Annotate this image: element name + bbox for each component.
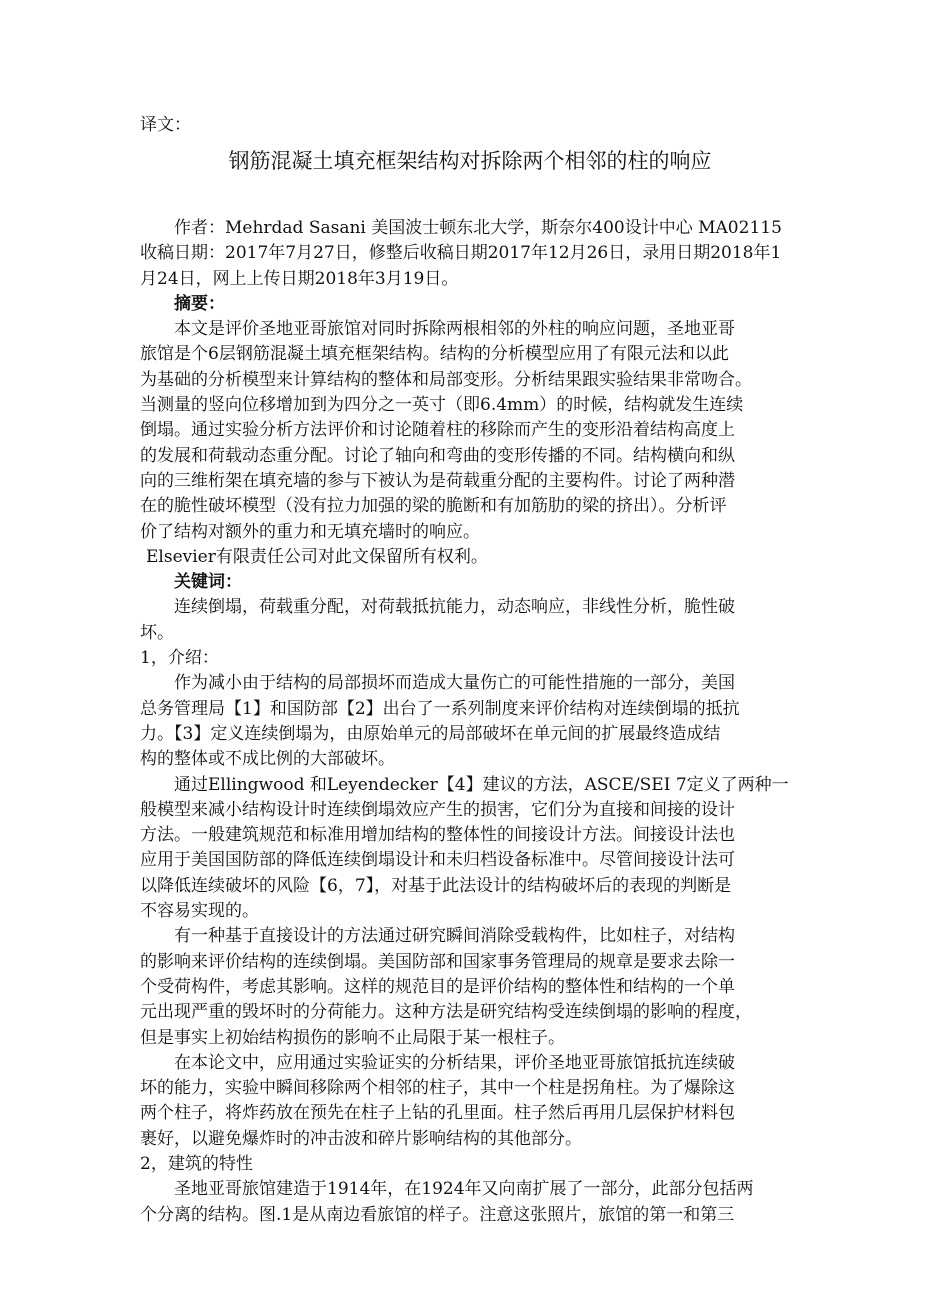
author-line: 作者：Mehrdad Sasani 美国波士顿东北大学，斯奈尔400设计中心 MA02115 <box>174 218 782 238</box>
author-line: 收稿日期：2017年7月27日，修整后收稿日期2017年12月26日，录用日期2018年1 <box>140 243 782 264</box>
paragraph-line: 以降低连续破坏的风险【6，7】，对基于此法设计的结构破坏后的表现的判断是 <box>140 875 732 896</box>
paragraph-line: 个受荷构件，考虑其影响。这样的规范目的是评价结构的整体性和结构的一个单 <box>140 976 735 997</box>
paragraph-line: 方法。一般建筑规范和标准用增加结构的整体性的间接设计方法。间接设计法也 <box>140 825 735 846</box>
paragraph-line: 作为减小由于结构的局部损坏而造成大量伤亡的可能性措施的一部分，美国 <box>174 673 735 694</box>
abstract-body <box>140 317 800 545</box>
building-paragraph-1 <box>140 1177 800 1228</box>
abstract-line: 倒塌。通过实验分析方法评价和讨论随着柱的移除而产生的变形沿着结构高度上 <box>140 420 735 441</box>
paragraph-line: 裹好，以避免爆炸时的冲击波和碎片影响结构的其他部分。 <box>140 1128 582 1149</box>
translation-label: 译文： <box>140 115 191 135</box>
paragraph-line: 般模型来减小结构设计时连续倒塌效应产生的损害，它们分为直接和间接的设计 <box>140 799 735 820</box>
keywords-heading: 关键词： <box>174 572 242 593</box>
abstract-heading: 摘要： <box>174 293 225 314</box>
intro-paragraph-1 <box>140 671 800 772</box>
paragraph-line: 的影响来评价结构的连续倒塌。美国防部和国家事务管理局的规章是要求去除一 <box>140 951 735 972</box>
copyright-notice: Elsevier有限责任公司对此文保留所有权利。 <box>146 546 488 567</box>
intro-paragraph-3 <box>140 924 800 1050</box>
paragraph-line: 圣地亚哥旅馆建造于1914年，在1924年又向南扩展了一部分，此部分包括两 <box>174 1179 754 1200</box>
paragraph-line: 元出现严重的毁坏时的分荷能力。这种方法是研究结构受连续倒塌的影响的程度， <box>140 1002 752 1023</box>
document-title: 钢筋混凝土填充框架结构对拆除两个相邻的柱的响应 <box>228 149 712 173</box>
paragraph-line: 不容易实现的。 <box>140 901 259 922</box>
author-line: 月24日，网上上传日期2018年3月19日。 <box>140 268 459 289</box>
abstract-line: 旅馆是个6层钢筋混凝土填充框架结构。结构的分析模型应用了有限元法和以此 <box>140 344 729 365</box>
intro-paragraph-4 <box>140 1051 800 1152</box>
abstract-line: 向的三维桁架在填充墙的参与下被认为是荷载重分配的主要构件。讨论了两种潜 <box>140 470 735 491</box>
abstract-line: 价了结构对额外的重力和无填充墙时的响应。 <box>140 521 480 542</box>
paragraph-line: 坏的能力，实验中瞬间移除两个相邻的柱子，其中一个柱是拐角柱。为了爆除这 <box>140 1078 735 1099</box>
abstract-line: 本文是评价圣地亚哥旅馆对同时拆除两根相邻的外柱的响应问题，圣地亚哥 <box>174 319 735 340</box>
section-heading-introduction: 1，介绍： <box>140 648 219 669</box>
paragraph-line: 有一种基于直接设计的方法通过研究瞬间消除受载构件，比如柱子，对结构 <box>174 926 735 947</box>
keywords-body <box>140 595 800 646</box>
paragraph-line: 力。【3】定义连续倒塌为，由原始单元的局部破坏在单元间的扩展最终造成结 <box>140 723 721 744</box>
abstract-line: 的发展和荷载动态重分配。讨论了轴向和弯曲的变形传播的不同。结构横向和纵 <box>140 445 735 466</box>
abstract-line: 在的脆性破坏模型（没有拉力加强的梁的脆断和有加筋肋的梁的挤出）。分析评 <box>140 496 727 517</box>
paragraph-line: 应用于美国国防部的降低连续倒塌设计和未归档设备标准中。尽管间接设计法可 <box>140 850 735 871</box>
paragraph-line: 但是事实上初始结构损伤的影响不止局限于某一根柱子。 <box>140 1027 565 1048</box>
paragraph-line: 通过Ellingwood 和Leyendecker【4】建议的方法，ASCE/SEI 7定义了两种一 <box>174 774 789 795</box>
paragraph-line: 个分离的结构。图.1是从南边看旅馆的样子。注意这张照片，旅馆的第一和第三 <box>140 1204 735 1225</box>
keywords-line: 坏。 <box>140 622 174 643</box>
keywords-line: 连续倒塌，荷载重分配，对荷载抵抗能力，动态响应，非线性分析，脆性破 <box>174 597 735 618</box>
abstract-line: 当测量的竖向位移增加到为四分之一英寸（即6.4mm）的时候，结构就发生连续 <box>140 395 744 416</box>
section-heading-building-characteristics: 2，建筑的特性 <box>140 1153 253 1174</box>
paragraph-line: 在本论文中，应用通过实验证实的分析结果，评价圣地亚哥旅馆抵抗连续破 <box>174 1052 735 1073</box>
document-page <box>140 113 800 1228</box>
author-info <box>140 216 800 292</box>
paragraph-line: 两个柱子，将炸药放在预先在柱子上钻的孔里面。柱子然后再用几层保护材料包 <box>140 1103 735 1124</box>
paragraph-line: 总务管理局【1】和国防部【2】出台了一系列制度来评价结构对连续倒塌的抵抗 <box>140 698 740 719</box>
abstract-line: 为基础的分析模型来计算结构的整体和局部变形。分析结果跟实验结果非常吻合。 <box>140 369 752 390</box>
intro-paragraph-2 <box>140 773 800 925</box>
paragraph-line: 构的整体或不成比例的大部破坏。 <box>140 749 395 770</box>
